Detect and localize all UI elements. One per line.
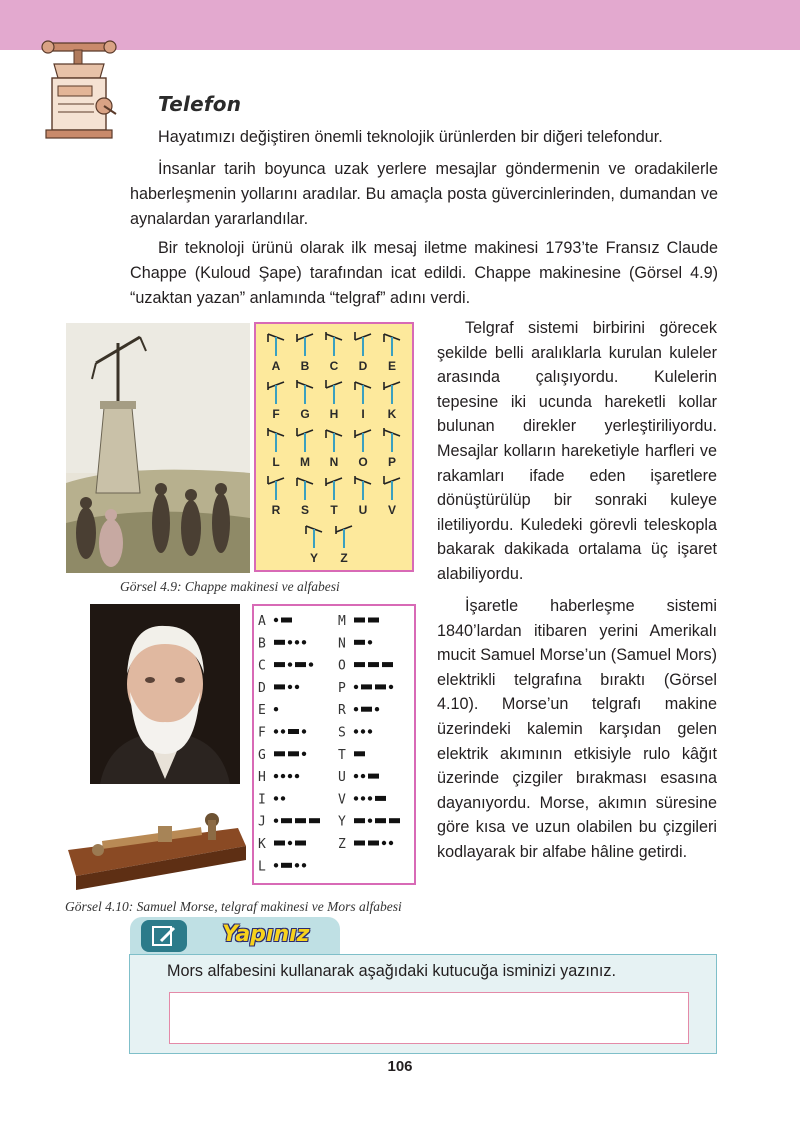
chappe-signal xyxy=(384,382,400,404)
morse-dot xyxy=(274,618,278,622)
chappe-letter: E xyxy=(387,359,397,373)
paragraph-intro: Hayatımızı değiştiren önemli teknolojik ürünlerden bir diğeri telefondur. xyxy=(158,128,663,146)
chappe-signal xyxy=(326,380,342,404)
morse-dot xyxy=(288,841,292,845)
morse-letter: G xyxy=(258,747,266,763)
chappe-signal xyxy=(306,526,322,548)
morse-dot xyxy=(375,707,379,711)
morse-dot xyxy=(281,729,285,733)
morse-dash xyxy=(288,729,299,734)
morse-dot xyxy=(288,774,292,778)
chappe-letter: Y xyxy=(309,551,319,565)
chappe-letter: K xyxy=(387,407,397,421)
chappe-alphabet-chart xyxy=(254,322,414,572)
chappe-letter: S xyxy=(300,503,310,517)
morse-dot xyxy=(302,729,306,733)
chappe-signal xyxy=(326,430,342,452)
chappe-letter: F xyxy=(272,407,280,421)
morse-dash xyxy=(309,818,320,823)
chappe-letter: R xyxy=(271,503,281,517)
paragraph-chappe: Bir teknoloji ürünü olarak ilk mesaj iletme makinesi 1793’te Fransız Claude Chappe (Kuloud Şape) tarafından icat edildi. Chappe makinesine (Görsel 4.9) “uzaktan yazan” anlamında “telgraf” adını verdi. xyxy=(130,239,718,307)
morse-dash xyxy=(375,818,386,823)
chappe-letter: G xyxy=(300,407,310,421)
chappe-signal xyxy=(268,382,284,404)
morse-dot xyxy=(295,685,299,689)
name-answer-box[interactable] xyxy=(169,992,689,1044)
morse-letter: D xyxy=(258,680,266,696)
morse-letter: V xyxy=(338,792,346,808)
activity-instruction: Mors alfabesini kullanarak aşağıdaki kutucuğa isminizi yazınız. xyxy=(167,962,616,980)
morse-dash xyxy=(368,662,379,667)
paragraph-telegraph-towers: Telgraf sistemi birbirini görecek şekilde belli aralıklarla kurulan kuleler arasında çalışıyordu. Kulelerin tepesine iki ucunda hareketli kollar bulunan direkler yerleştiriliyordu. Mesajlar kolların hareketiyle harfleri ve rakamları ifade eden işaretlere dönüştürülüp bir sonraki kuleye iletiliyordu. Kuledeki görevli teleskopla bakarak dakikada ortalama üç işaret alabiliyordu. xyxy=(437,319,717,583)
antique-telephone-icon xyxy=(38,38,120,142)
figure-caption-4-9: Görsel 4.9: Chappe makinesi ve alfabesi xyxy=(120,579,340,594)
telegraph-key-photo xyxy=(62,790,248,896)
morse-dot xyxy=(295,774,299,778)
morse-letter: Y xyxy=(338,814,346,830)
chappe-letter: V xyxy=(387,503,397,517)
morse-dash xyxy=(361,684,372,689)
morse-dash xyxy=(295,841,306,846)
morse-dash xyxy=(281,818,292,823)
morse-letter: E xyxy=(258,703,266,719)
morse-dot xyxy=(274,729,278,733)
figure-caption-4-10: Görsel 4.10: Samuel Morse, telgraf makinesi ve Mors alfabesi xyxy=(65,899,402,914)
morse-dot xyxy=(361,774,365,778)
morse-dash xyxy=(295,818,306,823)
morse-letter: T xyxy=(338,747,346,763)
morse-dot xyxy=(389,841,393,845)
morse-dot xyxy=(389,685,393,689)
chappe-letter: T xyxy=(330,503,338,517)
chappe-signal xyxy=(297,478,313,500)
paragraph-morse: İşaretle haberleşme sistemi 1840’lardan itibaren yerini Amerikalı mucit Samuel Morse’un (Samuel Mors) elektrikli telgrafına bıraktı (Görsel 4.10). Morse’un telgrafı makine üzerindeki kalemin karşıdan gelen elektrik akımının etkisiyle rulo kâğıt üzerinde çizgiler bırakması esasına dayanıyordu. Morse, akımın süresine göre kısa ve uzun olabilen bu çizgileri kodlayarak bir alfabe hâline getirdi. xyxy=(437,597,717,861)
chappe-signal xyxy=(326,332,342,356)
morse-dot xyxy=(274,819,278,823)
chappe-signal xyxy=(336,526,352,548)
chappe-signal xyxy=(297,380,313,404)
morse-dot xyxy=(368,819,372,823)
chappe-signal xyxy=(297,428,313,452)
morse-dot xyxy=(295,863,299,867)
morse-dot xyxy=(295,640,299,644)
chappe-letter: D xyxy=(358,359,368,373)
morse-letter: S xyxy=(338,725,346,741)
chappe-letter: A xyxy=(271,359,281,373)
morse-dot xyxy=(288,685,292,689)
chappe-signal xyxy=(355,476,371,500)
morse-dash xyxy=(382,662,393,667)
morse-letter: O xyxy=(338,658,346,674)
morse-dash xyxy=(281,863,292,868)
morse-dot xyxy=(361,729,365,733)
morse-dot xyxy=(354,685,358,689)
morse-letter: A xyxy=(258,614,266,629)
morse-dash xyxy=(295,662,306,667)
chappe-signal xyxy=(297,334,313,356)
morse-letter: I xyxy=(258,792,266,808)
morse-dot xyxy=(274,707,278,711)
morse-letter: K xyxy=(258,837,266,852)
morse-letter: N xyxy=(338,636,346,652)
morse-dash xyxy=(354,818,365,823)
chappe-signal xyxy=(268,428,284,452)
morse-dot xyxy=(382,841,386,845)
morse-letter: J xyxy=(258,814,266,830)
morse-letter: B xyxy=(258,636,266,652)
morse-dash xyxy=(288,751,299,756)
chappe-signal xyxy=(384,476,400,500)
morse-dot xyxy=(274,863,278,867)
pencil-note-icon xyxy=(141,920,187,952)
morse-dash xyxy=(389,818,400,823)
morse-dash xyxy=(368,841,379,846)
morse-dot xyxy=(288,640,292,644)
morse-dash xyxy=(354,640,365,645)
chappe-letter: H xyxy=(329,407,339,421)
chappe-tower-painting xyxy=(66,323,250,573)
morse-letter: L xyxy=(258,859,266,875)
chappe-letter: Z xyxy=(340,551,348,565)
chappe-letter: N xyxy=(329,455,339,469)
morse-dash xyxy=(375,796,386,801)
morse-dash xyxy=(274,751,285,756)
chappe-letter: O xyxy=(358,455,368,469)
morse-dot xyxy=(354,707,358,711)
morse-dot xyxy=(274,796,278,800)
morse-dash xyxy=(375,684,386,689)
morse-dot xyxy=(361,796,365,800)
chappe-letter: B xyxy=(300,359,310,373)
morse-dash xyxy=(274,640,285,645)
header-band xyxy=(0,0,800,50)
morse-dash xyxy=(368,774,379,779)
morse-letter: F xyxy=(258,725,266,741)
chappe-letter: L xyxy=(272,455,280,469)
chappe-signal xyxy=(355,382,371,404)
chappe-signal xyxy=(268,476,284,500)
chappe-signal xyxy=(355,332,371,356)
morse-dash xyxy=(281,618,292,623)
morse-letter: Z xyxy=(338,837,346,852)
morse-dot xyxy=(302,752,306,756)
morse-dash xyxy=(361,707,372,712)
morse-dot xyxy=(368,796,372,800)
section-title: Telefon xyxy=(158,92,242,116)
morse-dot xyxy=(274,774,278,778)
morse-letter: C xyxy=(258,658,266,674)
paragraph-history: İnsanlar tarih boyunca uzak yerlere mesajlar göndermenin ve oradakilerle haberleşmenin yollarını aradılar. Bu amaçla posta güvercinlerinden, dumandan ve aynalardan yararlandılar. xyxy=(130,160,718,228)
morse-letter: H xyxy=(258,770,266,786)
morse-dot xyxy=(354,729,358,733)
samuel-morse-portrait xyxy=(90,604,240,784)
chappe-signal xyxy=(268,334,284,356)
morse-dash xyxy=(354,841,365,846)
chappe-signal xyxy=(384,428,400,452)
morse-dash xyxy=(274,662,285,667)
morse-dash xyxy=(354,662,365,667)
morse-dot xyxy=(281,774,285,778)
chappe-letter: I xyxy=(361,407,365,421)
morse-dot xyxy=(288,662,292,666)
morse-letter: U xyxy=(338,770,346,786)
chappe-letter: U xyxy=(358,503,368,517)
morse-dot xyxy=(302,863,306,867)
morse-letter: R xyxy=(338,703,346,719)
activity-title: Yapınız xyxy=(222,922,310,947)
chappe-letter: M xyxy=(300,455,310,469)
morse-letter: M xyxy=(338,614,346,629)
morse-alphabet-chart xyxy=(252,604,416,885)
morse-dot xyxy=(368,729,372,733)
morse-dash xyxy=(354,751,365,756)
morse-dash xyxy=(354,618,365,623)
chappe-letter: P xyxy=(387,455,397,469)
chappe-signal xyxy=(384,334,400,356)
morse-dot xyxy=(281,796,285,800)
morse-dash xyxy=(368,618,379,623)
morse-dash xyxy=(274,841,285,846)
morse-dot xyxy=(354,774,358,778)
morse-dot xyxy=(354,796,358,800)
page-number: 106 xyxy=(387,1058,413,1075)
morse-dash xyxy=(274,684,285,689)
morse-dot xyxy=(368,640,372,644)
morse-letter: P xyxy=(338,680,346,696)
morse-dot xyxy=(309,662,313,666)
chappe-signal xyxy=(326,478,342,500)
chappe-letter: C xyxy=(329,359,339,373)
morse-dot xyxy=(302,640,306,644)
chappe-signal xyxy=(355,430,371,452)
